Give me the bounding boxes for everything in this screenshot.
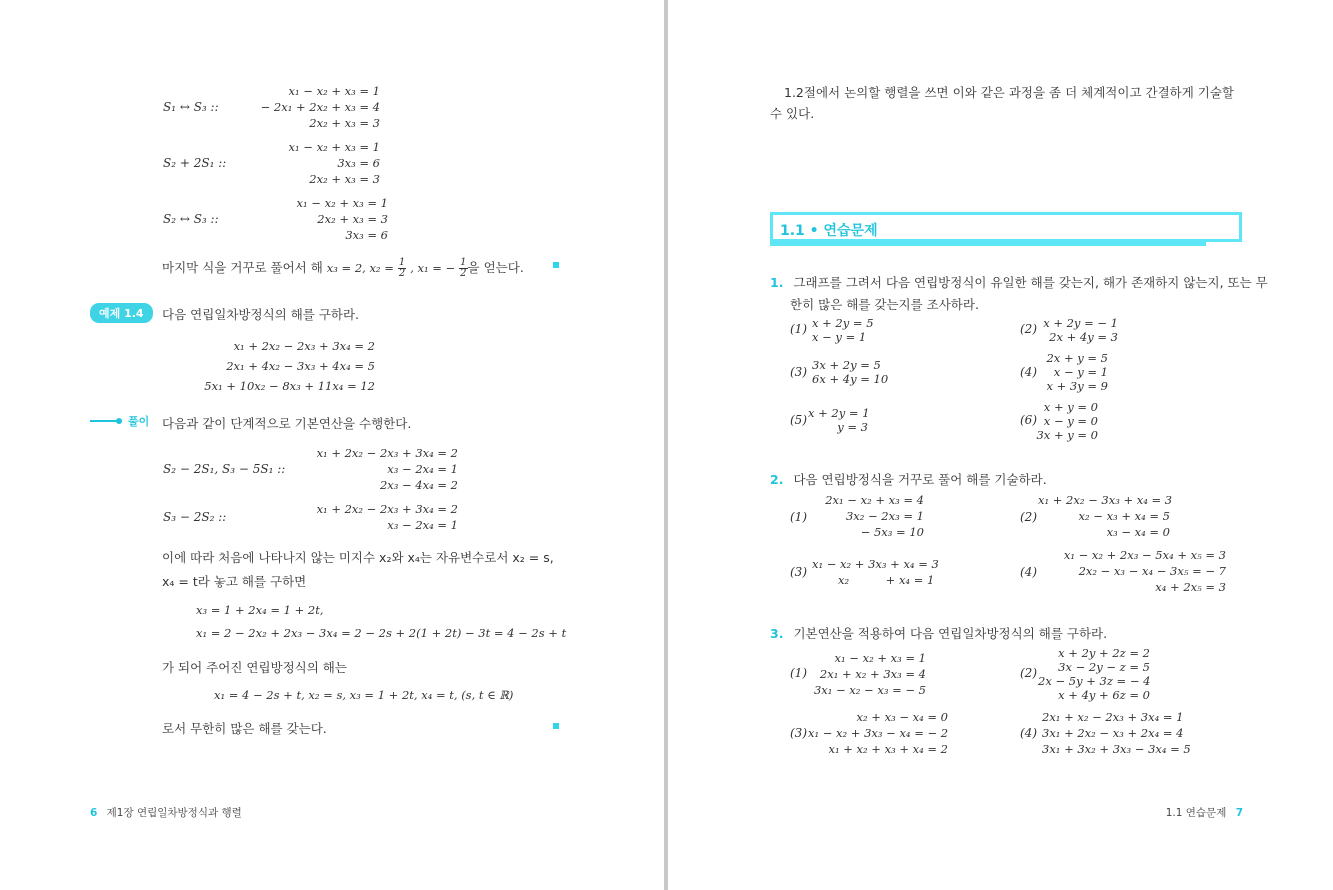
q1-item2-eq1: x + 2y = − 1 [1043, 316, 1118, 330]
q1-item1-label: (1) [790, 322, 807, 336]
q1-item6-eq3: 3x + y = 0 [1036, 428, 1098, 442]
section-title: 1.1 • 연습문제 [780, 223, 878, 239]
step1-eq1: x₁ − x₂ + x₃ = 1 [288, 84, 380, 98]
intro-line1: 1.2절에서 논의할 행렬을 쓰면 이와 같은 과정을 좀 더 체계적이고 간결하게 기술할 [784, 85, 1234, 100]
example-eq2: 2x₁ + 4x₂ − 3x₃ + 4x₄ = 5 [226, 359, 375, 373]
q1-item3-label: (3) [790, 365, 807, 379]
q3-text: 기본연산을 적용하여 다음 연립일차방정식의 해를 구하라. [793, 626, 1108, 641]
q1-item4-eq2: x − y = 1 [1053, 365, 1108, 379]
left-footer [90, 805, 242, 820]
step2-eq2: 3x₃ = 6 [337, 156, 380, 170]
q3-item2-eq2: 3x − 2y − z = 5 [1058, 660, 1150, 674]
q2-item1-eq2: 3x₂ − 2x₃ = 1 [845, 509, 924, 523]
op1-eq3: 2x₃ − 4x₄ = 2 [379, 478, 458, 492]
q3-item3-eq1: x₂ + x₃ − x₄ = 0 [856, 710, 948, 724]
q1-item1-eq2: x − y = 1 [812, 330, 867, 344]
example-eq1: x₁ + 2x₂ − 2x₃ + 3x₄ = 2 [233, 339, 375, 353]
left-chapter-title: 제1장 연립일차방정식과 행렬 [106, 807, 242, 819]
step3-eq3: 3x₃ = 6 [345, 228, 388, 242]
q2-item1-eq3: − 5x₃ = 10 [860, 525, 924, 539]
q2-item3-eq2: x₂ + x₄ = 1 [838, 573, 935, 587]
q3-item4-eq3: 3x₁ + 3x₂ + 3x₃ − 3x₄ = 5 [1042, 742, 1191, 756]
q1-item5-label: (5) [790, 413, 807, 427]
q1-item5-eq1: x + 2y = 1 [808, 406, 870, 420]
q1-item6-eq2: x − y = 0 [1043, 414, 1098, 428]
q2-item1-eq1: 2x₁ − x₂ + x₃ = 4 [825, 493, 924, 507]
step3-eq1: x₁ − x₂ + x₃ = 1 [296, 196, 388, 210]
section-box-bar [770, 242, 1206, 246]
right-page-number: 7 [1235, 807, 1243, 819]
q2-item4-eq3: x₄ + 2x₅ = 3 [1155, 580, 1226, 594]
step1-eq3: 2x₂ + x₃ = 3 [309, 116, 380, 130]
qed-mark-1 [553, 262, 559, 268]
frac1-den: 2 [398, 268, 406, 279]
step1-eq2: − 2x₁ + 2x₂ + x₃ = 4 [260, 100, 380, 114]
frac1-num: 1 [398, 257, 406, 268]
q2-item2-eq3: x₃ − x₄ = 0 [1106, 525, 1170, 539]
q1-item3-eq2: 6x + 4y = 10 [812, 372, 889, 386]
q1-text1: 그래프를 그려서 다음 연립방정식이 유일한 해를 갖는지, 해가 존재하지 않는지, 또는 무 [793, 275, 1268, 290]
q2-item2-eq1: x₁ + 2x₂ − 3x₃ + x₄ = 3 [1038, 493, 1173, 507]
solution-p4: 로서 무한히 많은 해를 갖는다. [162, 721, 327, 736]
step2-eq1: x₁ − x₂ + x₃ = 1 [288, 140, 380, 154]
op1-eq2: x₃ − 2x₄ = 1 [387, 462, 458, 476]
q2-item4-eq1: x₁ − x₂ + 2x₃ − 5x₄ + x₅ = 3 [1063, 548, 1226, 562]
q1-item6-label: (6) [1020, 413, 1037, 427]
q1-item4-eq3: x + 3y = 9 [1046, 379, 1108, 393]
q2-item3-label: (3) [790, 565, 807, 579]
op2-label: S₃ − 2S₂ :: [163, 510, 227, 524]
left-page-number: 6 [90, 807, 98, 819]
step3-label: S₂ ↔ S₃ :: [163, 212, 219, 226]
op2-eq2: x₃ − 2x₄ = 1 [387, 518, 458, 532]
q3-item3-eq3: x₁ + x₂ + x₃ + x₄ = 2 [828, 742, 948, 756]
step3-eq2: 2x₂ + x₃ = 3 [317, 212, 388, 226]
q2-item2-label: (2) [1020, 510, 1037, 524]
backsub-line [162, 258, 524, 279]
q2-item2-eq2: x₂ − x₃ + x₄ = 5 [1078, 509, 1170, 523]
q3-item2-eq1: x + 2y + 2z = 2 [1058, 646, 1150, 660]
q3-item2-eq3: 2x − 5y + 3z = − 4 [1038, 674, 1151, 688]
q3-item2-eq4: x + 4y + 6z = 0 [1058, 688, 1150, 702]
q1-item3-eq1: 3x + 2y = 5 [812, 358, 881, 372]
q3-number: 3. [770, 626, 784, 641]
q2-line [770, 470, 1047, 488]
q3-item1-eq2: 2x₁ + x₂ + 3x₃ = 4 [819, 667, 926, 681]
step2-eq3: 2x₂ + x₃ = 3 [309, 172, 380, 186]
q3-item4-label: (4) [1020, 726, 1037, 740]
backsub-after: 을 얻는다. [467, 260, 524, 275]
intro-line2: 수 있다. [770, 106, 815, 121]
q2-item4-eq2: 2x₂ − x₃ − x₄ − 3x₅ = − 7 [1078, 564, 1226, 578]
backsub-before: 마지막 식을 거꾸로 풀어서 해 [162, 260, 323, 275]
step2-label: S₂ + 2S₁ :: [163, 156, 227, 170]
backsub-frac2 [459, 258, 467, 279]
q2-item1-label: (1) [790, 510, 807, 524]
right-footer [1166, 805, 1243, 820]
solution-dot [116, 418, 122, 424]
q1-item2-label: (2) [1020, 322, 1037, 336]
frac2-num: 1 [460, 257, 467, 268]
backsub-math2: , x₁ = − [410, 261, 456, 275]
solution-p2: x₄ = t라 놓고 해를 구하면 [162, 574, 307, 589]
q3-item3-eq2: x₁ − x₂ + 3x₃ − x₄ = − 2 [808, 726, 949, 740]
example-badge: 예제 1.4 [90, 303, 153, 323]
example-text: 다음 연립일차방정식의 해를 구하라. [162, 307, 360, 322]
q1-line1 [770, 273, 1268, 291]
q1-item4-eq1: 2x + y = 5 [1046, 351, 1108, 365]
q3-item4-eq1: 2x₁ + x₂ − 2x₃ + 3x₄ = 1 [1042, 710, 1184, 724]
q3-item2-label: (2) [1020, 666, 1037, 680]
frac2-den: 2 [460, 268, 467, 279]
solution-p1: 이에 따라 처음에 나타나지 않는 미지수 x₂와 x₄는 자유변수로서 x₂ = s, [162, 550, 554, 565]
q1-item4-label: (4) [1020, 365, 1037, 379]
op2-eq1: x₁ + 2x₂ − 2x₃ + 3x₄ = 2 [316, 502, 458, 516]
solution-p3: 가 되어 주어진 연립방정식의 해는 [162, 660, 347, 675]
q1-text2: 한히 많은 해를 갖는지를 조사하라. [790, 297, 979, 312]
solution-line [90, 420, 118, 422]
solution-sol1: x₃ = 1 + 2x₄ = 1 + 2t, [196, 603, 324, 617]
qed-mark-2 [553, 723, 559, 729]
solution-text: 다음과 같이 단계적으로 기본연산을 수행한다. [162, 416, 412, 431]
q2-number: 2. [770, 472, 784, 487]
example-eq3: 5x₁ + 10x₂ − 8x₃ + 11x₄ = 12 [204, 379, 375, 393]
solution-label: 풀이 [128, 415, 150, 428]
q3-item1-eq3: 3x₁ − x₂ − x₃ = − 5 [813, 683, 926, 697]
solution-final: x₁ = 4 − 2s + t, x₂ = s, x₃ = 1 + 2t, x₄ = t, (s, t ∈ ℝ) [214, 688, 514, 702]
q3-item1-eq1: x₁ − x₂ + x₃ = 1 [834, 651, 926, 665]
q1-item1-eq1: x + 2y = 5 [812, 316, 874, 330]
step1-label: S₁ ↔ S₃ :: [163, 100, 219, 114]
solution-sol2: x₁ = 2 − 2x₂ + 2x₃ − 3x₄ = 2 − 2s + 2(1 + 2t) − 3t = 4 − 2s + t [196, 626, 567, 640]
backsub-frac1 [398, 258, 406, 279]
backsub-math1: x₃ = 2, x₂ = [326, 261, 394, 275]
q1-item5-eq2: y = 3 [837, 420, 868, 434]
q3-item3-label: (3) [790, 726, 807, 740]
q2-item3-eq1: x₁ − x₂ + 3x₃ + x₄ = 3 [812, 557, 939, 571]
q1-item6-eq1: x + y = 0 [1043, 400, 1098, 414]
q3-line [770, 624, 1107, 642]
q3-item1-label: (1) [790, 666, 807, 680]
q3-item4-eq2: 3x₁ + 2x₂ − x₃ + 2x₄ = 4 [1042, 726, 1184, 740]
left-page [0, 0, 664, 890]
q2-text: 다음 연립방정식을 거꾸로 풀어 해를 기술하라. [793, 472, 1047, 487]
op1-label: S₂ − 2S₁, S₃ − 5S₁ :: [163, 462, 286, 476]
q1-number: 1. [770, 275, 784, 290]
right-section-title: 1.1 연습문제 [1165, 807, 1227, 819]
q1-item2-eq2: 2x + 4y = 3 [1049, 330, 1118, 344]
op1-eq1: x₁ + 2x₂ − 2x₃ + 3x₄ = 2 [316, 446, 458, 460]
q2-item4-label: (4) [1020, 565, 1037, 579]
right-page [668, 0, 1333, 890]
